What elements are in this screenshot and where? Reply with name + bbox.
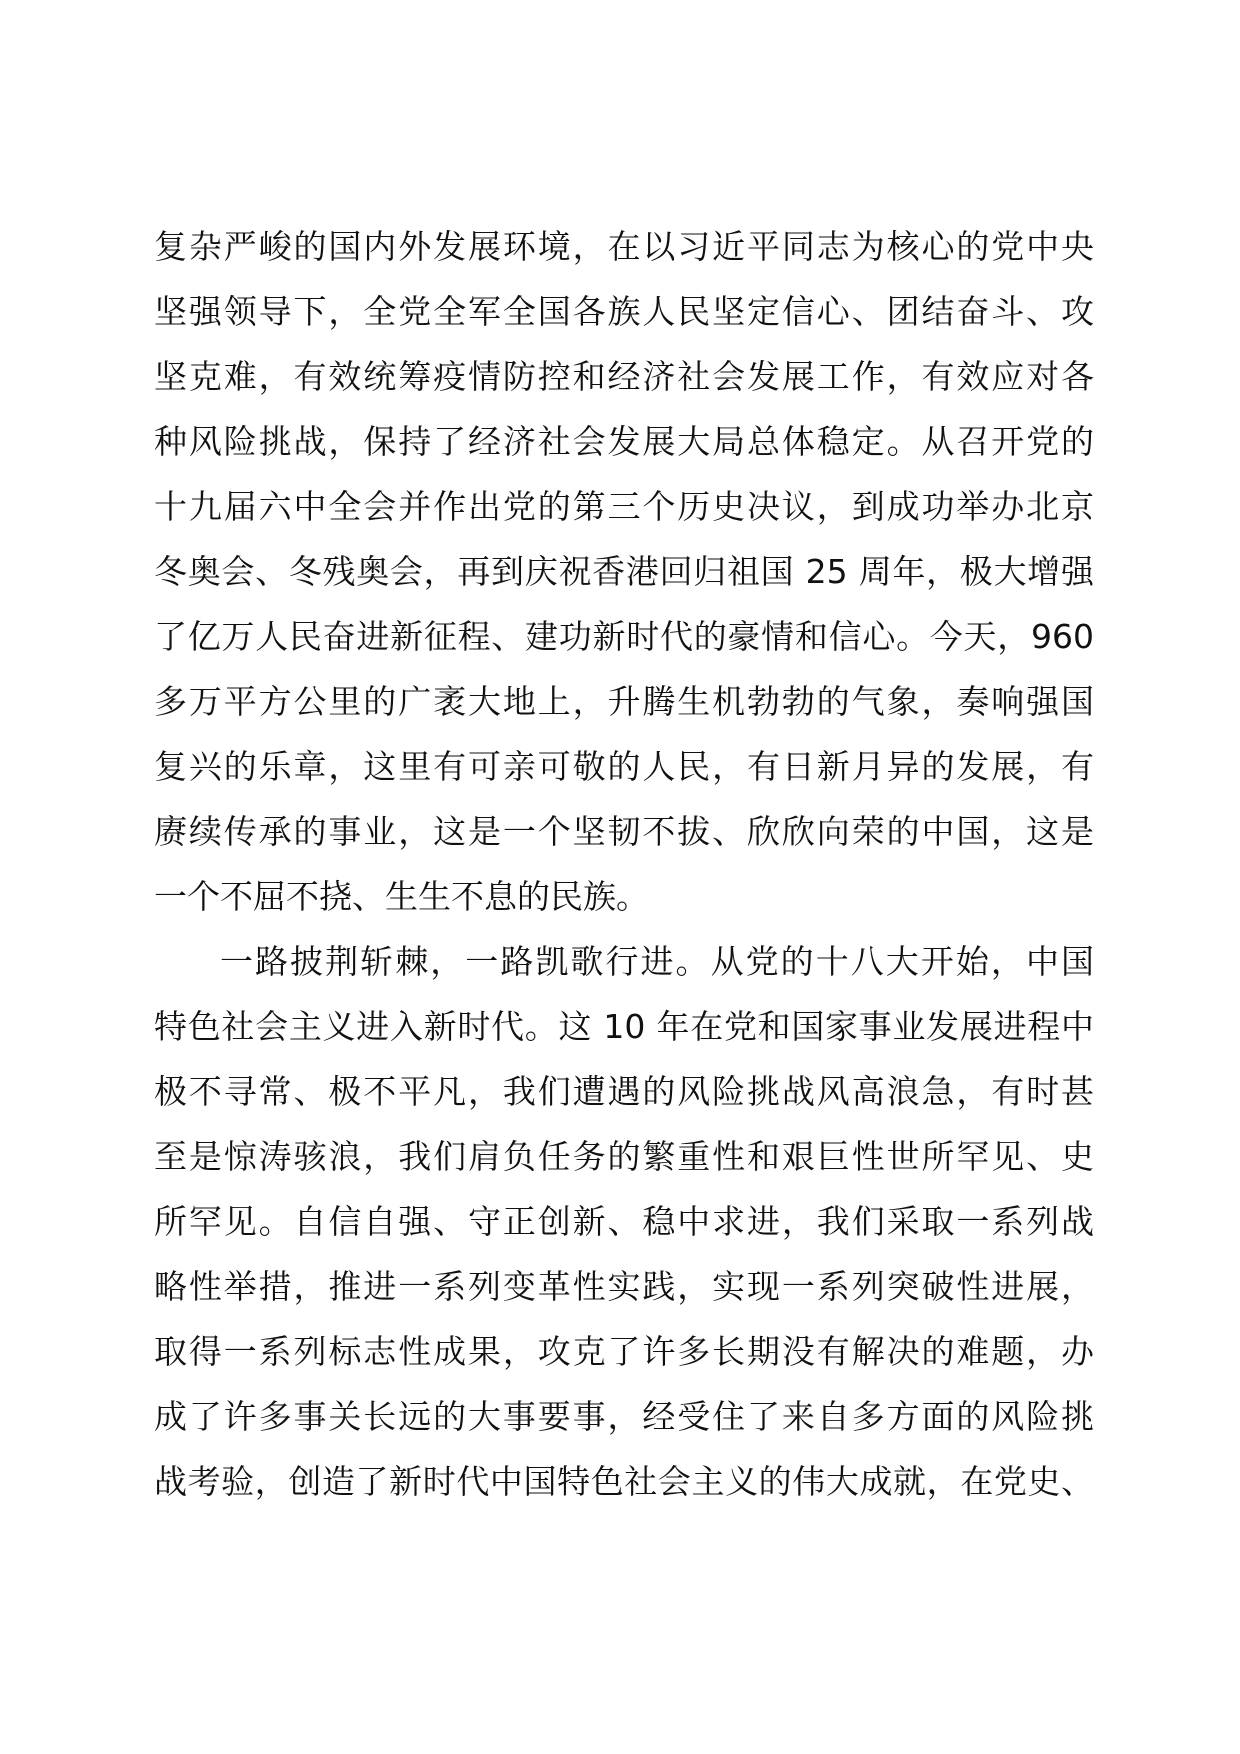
text-line: 冬奥会、冬残奥会，再到庆祝香港回归祖国 25 周年，极大增强 [154,552,1094,591]
paragraph-2 [154,929,1094,1514]
text-line: 战考验，创造了新时代中国特色社会主义的伟大成就，在党史、 [154,1462,1094,1501]
text-line: 极不寻常、极不平凡，我们遭遇的风险挑战风高浪急，有时甚 [154,1072,1094,1111]
text-line: 复杂严峻的国内外发展环境，在以习近平同志为核心的党中央 [154,227,1094,266]
text-line: 赓续传承的事业，这是一个坚韧不拔、欣欣向荣的中国，这是 [154,812,1094,851]
text-line: 一个不屈不挠、生生不息的民族。 [154,877,649,916]
text-line: 坚克难，有效统筹疫情防控和经济社会发展工作，有效应对各 [154,357,1094,396]
text-line: 多万平方公里的广袤大地上，升腾生机勃勃的气象，奏响强国 [154,682,1094,721]
text-line: 成了许多事关长远的大事要事，经受住了来自多方面的风险挑 [154,1397,1094,1436]
text-line: 坚强领导下，全党全军全国各族人民坚定信心、团结奋斗、攻 [154,292,1094,331]
text-line: 至是惊涛骇浪，我们肩负任务的繁重性和艰巨性世所罕见、史 [154,1137,1094,1176]
text-line: 复兴的乐章，这里有可亲可敬的人民，有日新月异的发展，有 [154,747,1094,786]
text-line: 取得一系列标志性成果，攻克了许多长期没有解决的难题，办 [154,1332,1094,1371]
body-text [154,214,1094,1514]
text-line: 十九届六中全会并作出党的第三个历史决议，到成功举办北京 [154,487,1094,526]
text-line: 略性举措，推进一系列变革性实践，实现一系列突破性进展， [154,1267,1094,1306]
text-line: 种风险挑战，保持了经济社会发展大局总体稳定。从召开党的 [154,422,1094,461]
text-line: 所罕见。自信自强、守正创新、稳中求进，我们采取一系列战 [154,1202,1094,1241]
text-line: 了亿万人民奋进新征程、建功新时代的豪情和信心。今天，960 [154,617,1094,656]
paragraph-1 [154,214,1094,929]
text-line: 特色社会主义进入新时代。这 10 年在党和国家事业发展进程中 [154,1007,1094,1046]
text-line-indented: 一路披荆斩棘，一路凯歌行进。从党的十八大开始，中国 [220,942,1094,981]
